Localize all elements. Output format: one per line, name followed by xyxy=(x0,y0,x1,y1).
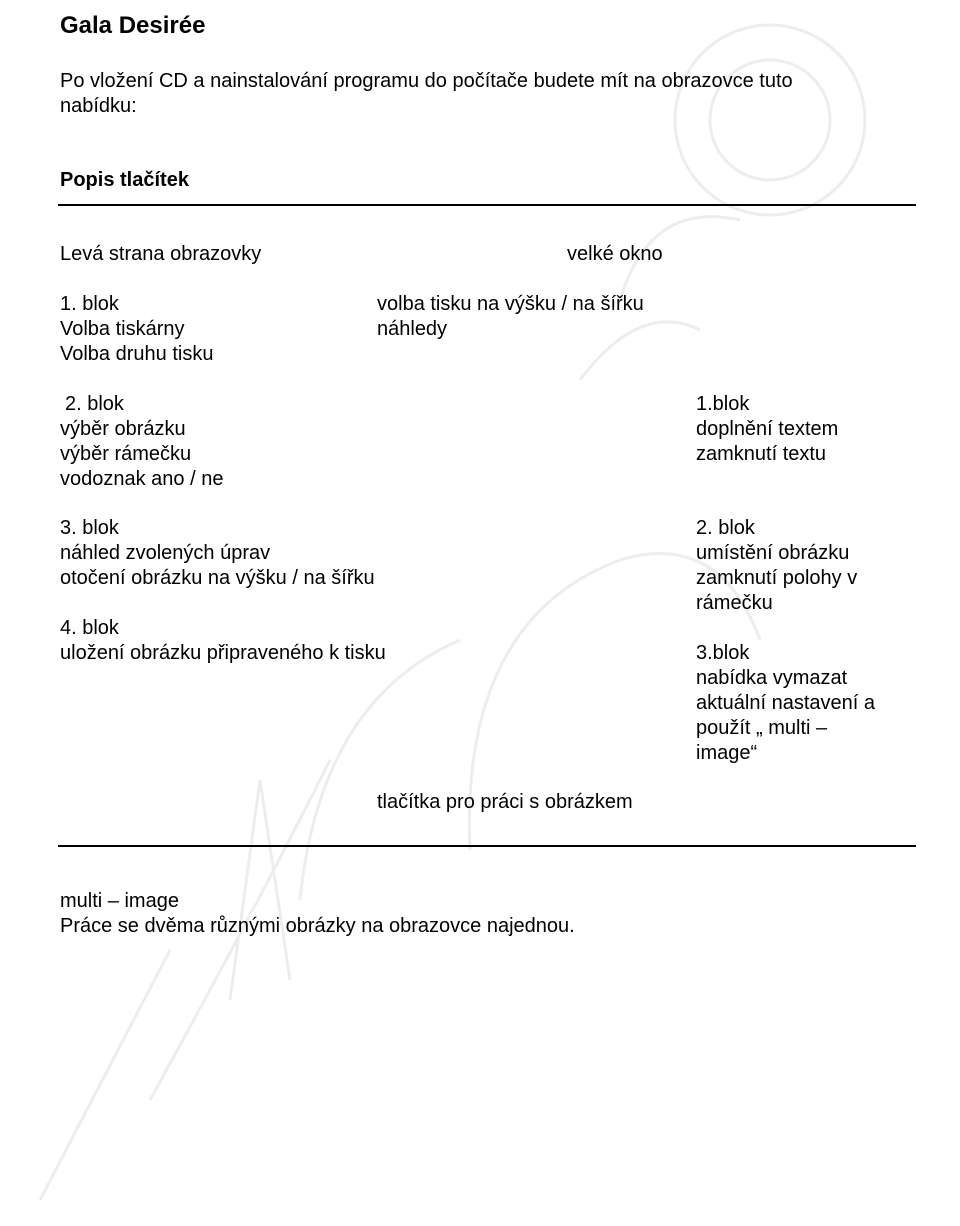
right-block-2-item: rámečku xyxy=(696,592,773,614)
left-side-header: Levá strana obrazovky xyxy=(60,243,262,265)
left-block-1-item: Volba tiskárny xyxy=(60,318,185,340)
section-heading: Popis tlačítek xyxy=(60,169,189,191)
right-block-1-item: zamknutí textu xyxy=(696,443,827,465)
right-block-3-item: aktuální nastavení a xyxy=(696,692,876,714)
footer-description: Práce se dvěma různými obrázky na obrazovce najednou. xyxy=(60,915,575,937)
middle-item: náhledy xyxy=(377,318,448,340)
intro-line-2: nabídku: xyxy=(60,95,137,117)
footer-term: multi – image xyxy=(60,890,179,912)
intro-line-1: Po vložení CD a nainstalování programu do počítače budete mít na obrazovce tuto xyxy=(60,70,793,92)
right-block-2-item: umístění obrázku xyxy=(696,542,850,564)
left-block-3-item: náhled zvolených úprav xyxy=(60,542,271,564)
right-block-1-item: doplnění textem xyxy=(696,418,839,440)
right-block-3-label: 3.blok xyxy=(696,642,750,664)
left-block-1-label: 1. blok xyxy=(60,293,119,315)
left-block-2-label: 2. blok xyxy=(65,393,124,415)
right-block-2-label: 2. blok xyxy=(696,517,755,539)
top-divider xyxy=(58,204,916,206)
right-block-3-item: použít „ multi – xyxy=(696,717,828,739)
left-block-1-item: Volba druhu tisku xyxy=(60,343,214,365)
bottom-divider xyxy=(58,845,916,847)
left-block-4-label: 4. blok xyxy=(60,617,119,639)
big-window-header: velké okno xyxy=(567,243,663,265)
middle-item: volba tisku na výšku / na šířku xyxy=(377,293,644,315)
left-block-3-label: 3. blok xyxy=(60,517,119,539)
left-block-3-item: otočení obrázku na výšku / na šířku xyxy=(60,567,375,589)
left-block-2-item: výběr rámečku xyxy=(60,443,192,465)
right-block-3-item: nabídka vymazat xyxy=(696,667,848,689)
document-title: Gala Desirée xyxy=(60,12,206,39)
right-block-1-label: 1.blok xyxy=(696,393,750,415)
left-block-2-item: vodoznak ano / ne xyxy=(60,468,224,490)
left-block-2-item: výběr obrázku xyxy=(60,418,186,440)
right-block-3-item: image“ xyxy=(696,742,758,764)
right-block-2-item: zamknutí polohy v xyxy=(696,567,858,589)
left-block-4-item: uložení obrázku připraveného k tisku xyxy=(60,642,386,664)
bottom-center-label: tlačítka pro práci s obrázkem xyxy=(377,791,633,813)
